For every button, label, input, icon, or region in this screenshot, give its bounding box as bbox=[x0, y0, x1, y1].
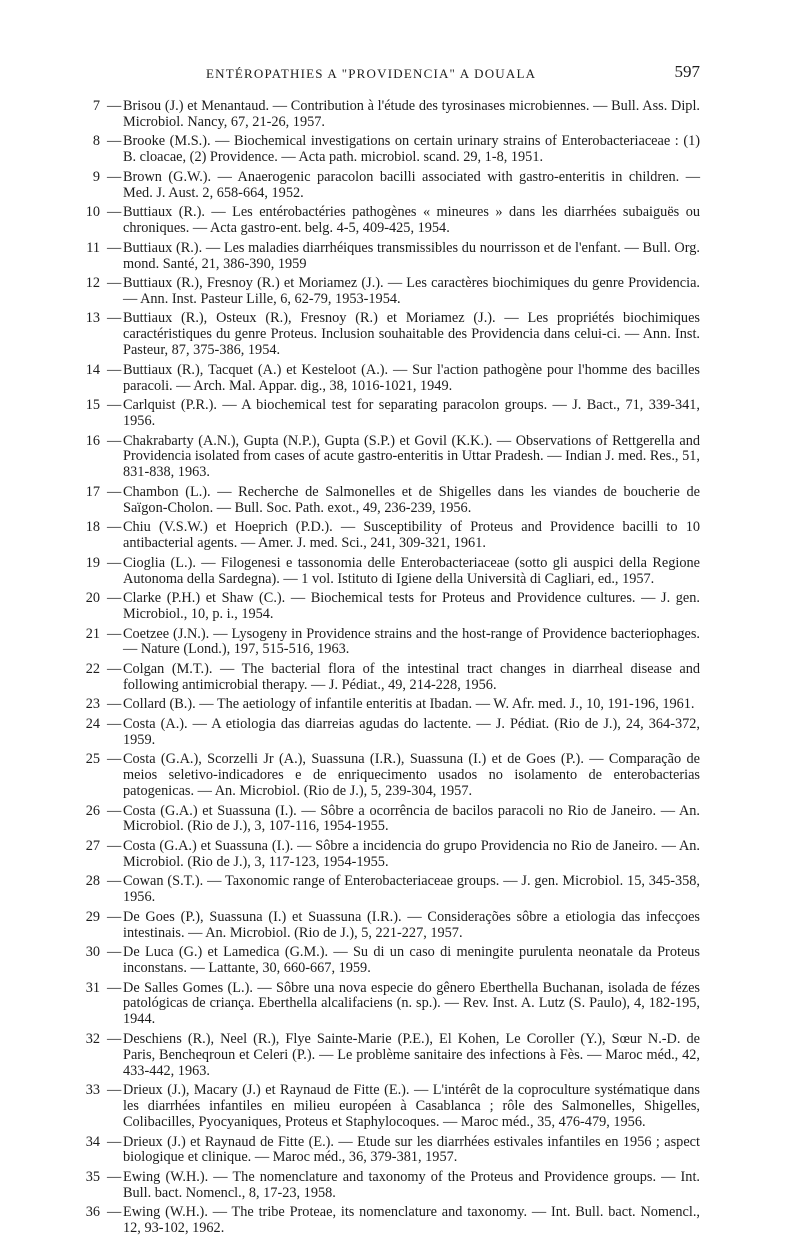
reference-item bbox=[76, 1170, 700, 1202]
reference-dash: — bbox=[107, 1133, 122, 1150]
reference-number: 14 bbox=[85, 361, 100, 378]
reference-item bbox=[76, 662, 700, 694]
running-title: ENTÉROPATHIES A "PROVIDENCIA" A DOUALA bbox=[206, 66, 537, 81]
reference-number: 33 bbox=[85, 1082, 100, 1099]
reference-text: Costa (A.). — A etiologia das diarreias agudas do lactente. — J. Pédiat. (Rio de J.), 24, 364-372, 1959. bbox=[123, 715, 700, 748]
reference-text: Cowan (S.T.). — Taxonomic range of Enterobacteriaceae groups. — J. gen. Microbiol. 15, 345-358, 1956. bbox=[123, 873, 700, 906]
reference-text: De Salles Gomes (L.). — Sôbre una nova especie do gênero Eberthella Buchanan, isolada de fézes patológicas de criança. Eberthella alcalifaciens (n. sp.). — Rev. Inst. A. Lutz (S. Paulo), 4, 182-195, 1944. bbox=[123, 979, 700, 1028]
page-header bbox=[90, 64, 700, 86]
reference-dash: — bbox=[107, 519, 122, 536]
reference-number: 18 bbox=[85, 519, 100, 536]
reference-dash: — bbox=[107, 625, 122, 642]
reference-text: Drieux (J.) et Raynaud de Fitte (E.). — Etude sur les diarrhées estivales infantiles en 1956 ; aspect biologique et clinique. — Maroc méd., 36, 379-381, 1957. bbox=[123, 1133, 700, 1166]
reference-item bbox=[76, 981, 700, 1029]
reference-text: Buttiaux (R.), Tacquet (A.) et Kesteloot (A.). — Sur l'action pathogène pour l'homme des bacilles paracoli. — Arch. Mal. Appar. dig., 38, 1016-1021, 1949. bbox=[123, 361, 700, 394]
reference-item bbox=[76, 485, 700, 517]
reference-text: Brooke (M.S.). — Biochemical investigations on certain urinary strains of Enterobacteriaceae : (1) B. cloacae, (2) Providence. — Acta path. microbiol. scand. 29, 1-8, 1951. bbox=[123, 133, 700, 166]
reference-dash: — bbox=[107, 432, 122, 449]
reference-text: Chambon (L.). — Recherche de Salmonelles et de Shigelles dans les viandes de boucherie de Saïgon-Cholon. — Bull. Soc. Path. exot., 49, 236-239, 1956. bbox=[123, 483, 700, 516]
reference-text: Costa (G.A.) et Suassuna (I.). — Sôbre a incidencia do grupo Providencia no Rio de Janeiro. — An. Microbiol. (Rio de J.), 3, 117-123, 1954-1955. bbox=[123, 837, 700, 870]
reference-number: 26 bbox=[85, 802, 100, 819]
reference-item bbox=[76, 434, 700, 482]
reference-item bbox=[76, 1083, 700, 1131]
reference-dash: — bbox=[107, 979, 122, 996]
reference-text: Brown (G.W.). — Anaerogenic paracolon bacilli associated with gastro-enteritis in children. — Med. J. Aust. 2, 658-664, 1952. bbox=[123, 168, 700, 201]
reference-number: 27 bbox=[85, 837, 100, 854]
reference-item bbox=[76, 839, 700, 871]
reference-dash: — bbox=[107, 361, 122, 378]
reference-text: Ewing (W.H.). — The nomenclature and taxonomy of the Proteus and Providence groups. — Int. Bull. bact. Nomencl., 8, 17-23, 1958. bbox=[123, 1168, 700, 1201]
reference-item bbox=[76, 99, 700, 131]
reference-list bbox=[76, 99, 700, 1241]
reference-dash: — bbox=[107, 98, 122, 114]
reference-number: 22 bbox=[85, 660, 100, 677]
reference-item bbox=[76, 874, 700, 906]
reference-dash: — bbox=[107, 802, 122, 819]
reference-text: Ewing (W.H.). — The tribe Proteae, its nomenclature and taxonomy. — Int. Bull. bact. Nomencl., 12, 93-102, 1962. bbox=[123, 1204, 700, 1237]
reference-text: Deschiens (R.), Neel (R.), Flye Sainte-Marie (P.E.), El Kohen, Le Coroller (Y.), Sœur N.-D. de Paris, Bencheqroun et Celeri (P.). — Le problème sanitaire des infections à Fès. — Maroc méd., 42, 433-442, 1963. bbox=[123, 1030, 700, 1079]
reference-item bbox=[76, 170, 700, 202]
reference-dash: — bbox=[107, 873, 122, 890]
reference-dash: — bbox=[107, 204, 122, 221]
reference-number: 23 bbox=[85, 696, 100, 713]
reference-text: Cioglia (L.). — Filogenesi e tassonomia delle Enterobacteriaceae (sotto gli auspici della Regione Autonoma della Sardegna). — 1 vol. Istituto di Igiene della Università di Cagliari, ed., 1957. bbox=[123, 554, 700, 587]
reference-number: 20 bbox=[85, 590, 100, 607]
reference-number: 24 bbox=[85, 715, 100, 732]
reference-item bbox=[76, 205, 700, 237]
reference-text: Buttiaux (R.). — Les entérobactéries pathogènes « mineures » dans les diarrhées subaiguës ou chroniques. — Acta gastro-ent. belg. 4-5, 409-425, 1954. bbox=[123, 204, 700, 237]
reference-number: 31 bbox=[85, 979, 100, 996]
reference-number: 36 bbox=[85, 1204, 100, 1221]
reference-item bbox=[76, 1032, 700, 1080]
reference-item bbox=[76, 1135, 700, 1167]
reference-item bbox=[76, 717, 700, 749]
reference-dash: — bbox=[107, 1204, 122, 1221]
reference-number: 10 bbox=[85, 204, 100, 221]
reference-item bbox=[76, 627, 700, 659]
reference-item bbox=[76, 697, 700, 713]
reference-item bbox=[76, 804, 700, 836]
reference-text: Carlquist (P.R.). — A biochemical test for separating paracolon groups. — J. Bact., 71, 339-341, 1956. bbox=[123, 397, 700, 430]
reference-text: Brisou (J.) et Menantaud. — Contribution à l'étude des tyrosinases microbiennes. — Bull. Ass. Dipl. Microbiol. Nancy, 67, 21-26, 1957. bbox=[123, 98, 700, 130]
reference-number: 7 bbox=[92, 98, 100, 114]
reference-dash: — bbox=[107, 483, 122, 500]
reference-dash: — bbox=[107, 310, 122, 327]
reference-number: 12 bbox=[85, 275, 100, 292]
page-number: 597 bbox=[674, 62, 700, 81]
reference-item bbox=[76, 945, 700, 977]
reference-dash: — bbox=[107, 696, 122, 713]
reference-item bbox=[76, 910, 700, 942]
reference-text: Costa (G.A.), Scorzelli Jr (A.), Suassuna (I.R.), Suassuna (I.) et de Goes (P.). — Comparação de meios seletivo-indicadores e de enriquecimento usados no isolamento de enterobacterias patogenicas. — An. Microbiol. (Rio de J.), 5, 239-304, 1957. bbox=[123, 751, 700, 800]
reference-dash: — bbox=[107, 660, 122, 677]
reference-dash: — bbox=[107, 751, 122, 768]
reference-number: 30 bbox=[85, 944, 100, 961]
reference-item bbox=[76, 520, 700, 552]
reference-number: 9 bbox=[92, 168, 100, 185]
reference-item bbox=[76, 1205, 700, 1237]
reference-text: Buttiaux (R.), Osteux (R.), Fresnoy (R.) et Moriamez (J.). — Les propriétés biochimiques caractéristiques du genre Proteus. Inclusion souhaitable des Providencia dans celui-ci. — Ann. Inst. Pasteur, 87, 375-386, 1954. bbox=[123, 310, 700, 359]
reference-number: 32 bbox=[85, 1030, 100, 1047]
reference-dash: — bbox=[107, 275, 122, 292]
reference-number: 11 bbox=[86, 239, 100, 256]
reference-number: 16 bbox=[85, 432, 100, 449]
reference-number: 15 bbox=[85, 397, 100, 414]
reference-number: 25 bbox=[85, 751, 100, 768]
reference-number: 29 bbox=[85, 908, 100, 925]
reference-text: Buttiaux (R.), Fresnoy (R.) et Moriamez (J.). — Les caractères biochimiques du genre Providencia. — Ann. Inst. Pasteur Lille, 6, 62-79, 1953-1954. bbox=[123, 275, 700, 307]
reference-text: Coetzee (J.N.). — Lysogeny in Providence strains and the host-range of Providence bacteriophages. — Nature (Lond.), 197, 515-516, 1963. bbox=[123, 625, 700, 658]
reference-number: 35 bbox=[85, 1168, 100, 1185]
reference-text: Buttiaux (R.). — Les maladies diarrhéiques transmissibles du nourrisson et de l'enfant. — Bull. Org. mond. Santé, 21, 386-390, 1959 bbox=[123, 239, 700, 272]
reference-item bbox=[76, 556, 700, 588]
reference-dash: — bbox=[107, 1030, 122, 1047]
reference-item bbox=[76, 241, 700, 273]
reference-text: De Luca (G.) et Lamedica (G.M.). — Su di un caso di meningite purulenta neonatale da Proteus inconstans. — Lattante, 30, 660-667, 1959. bbox=[123, 944, 700, 977]
reference-number: 19 bbox=[85, 554, 100, 571]
reference-dash: — bbox=[107, 1168, 122, 1185]
reference-item bbox=[76, 363, 700, 395]
reference-dash: — bbox=[107, 554, 122, 571]
reference-number: 34 bbox=[85, 1133, 100, 1150]
reference-item bbox=[76, 752, 700, 800]
reference-text: Colgan (M.T.). — The bacterial flora of the intestinal tract changes in diarrheal disease and following antimicrobial therapy. — J. Pédiat., 49, 214-228, 1956. bbox=[123, 660, 700, 693]
reference-text: De Goes (P.), Suassuna (I.) et Suassuna (I.R.). — Considerações sôbre a etiologia das infecçoes intestinais. — An. Microbiol. (Rio de J.), 5, 221-227, 1957. bbox=[123, 908, 700, 941]
reference-dash: — bbox=[107, 239, 122, 256]
reference-item bbox=[76, 398, 700, 430]
reference-dash: — bbox=[107, 590, 122, 607]
reference-item bbox=[76, 591, 700, 623]
reference-text: Chiu (V.S.W.) et Hoeprich (P.D.). — Susceptibility of Proteus and Providence bacilli to 10 antibacterial agents. — Amer. J. med. Sci., 241, 309-321, 1961. bbox=[123, 519, 700, 552]
reference-dash: — bbox=[107, 168, 122, 185]
reference-text: Drieux (J.), Macary (J.) et Raynaud de Fitte (E.). — L'intérêt de la coproculture systématique dans les diarrhées infantiles en milieu européen à Casablanca ; rôle des Salmonelles, Shigelles, Colibacilles, Pyocyaniques, Proteus et Staphylocoques. — Maroc méd., 35, 476-479, 1956. bbox=[123, 1082, 700, 1130]
reference-dash: — bbox=[107, 1082, 122, 1099]
reference-dash: — bbox=[107, 133, 122, 150]
reference-dash: — bbox=[107, 397, 122, 414]
reference-dash: — bbox=[107, 715, 122, 732]
reference-number: 28 bbox=[85, 873, 100, 890]
reference-item bbox=[76, 134, 700, 166]
reference-dash: — bbox=[107, 837, 122, 854]
reference-item bbox=[76, 311, 700, 359]
reference-number: 17 bbox=[85, 483, 100, 500]
reference-dash: — bbox=[107, 944, 122, 961]
reference-item bbox=[76, 276, 700, 308]
reference-text: Collard (B.). — The aetiology of infantile enteritis at Ibadan. — W. Afr. med. J., 10, 191-196, 1961. bbox=[123, 696, 695, 713]
reference-dash: — bbox=[107, 908, 122, 925]
reference-text: Chakrabarty (A.N.), Gupta (N.P.), Gupta (S.P.) et Govil (K.K.). — Observations of Rettgerella and Providencia isolated from cases of acute gastro-enteritis in Uttar Pradesh. — Indian J. med. Res., 51, 831-838, 1963. bbox=[123, 432, 700, 481]
reference-text: Clarke (P.H.) et Shaw (C.). — Biochemical tests for Proteus and Providence cultures. — J. gen. Microbiol., 10, p. i., 1954. bbox=[123, 590, 700, 622]
reference-number: 8 bbox=[92, 133, 100, 150]
reference-text: Costa (G.A.) et Suassuna (I.). — Sôbre a ocorrência de bacilos paracoli no Rio de Janeiro. — An. Microbiol. (Rio de J.), 3, 107-116, 1954-1955. bbox=[123, 802, 700, 835]
reference-number: 13 bbox=[85, 310, 100, 327]
reference-number: 21 bbox=[85, 625, 100, 642]
